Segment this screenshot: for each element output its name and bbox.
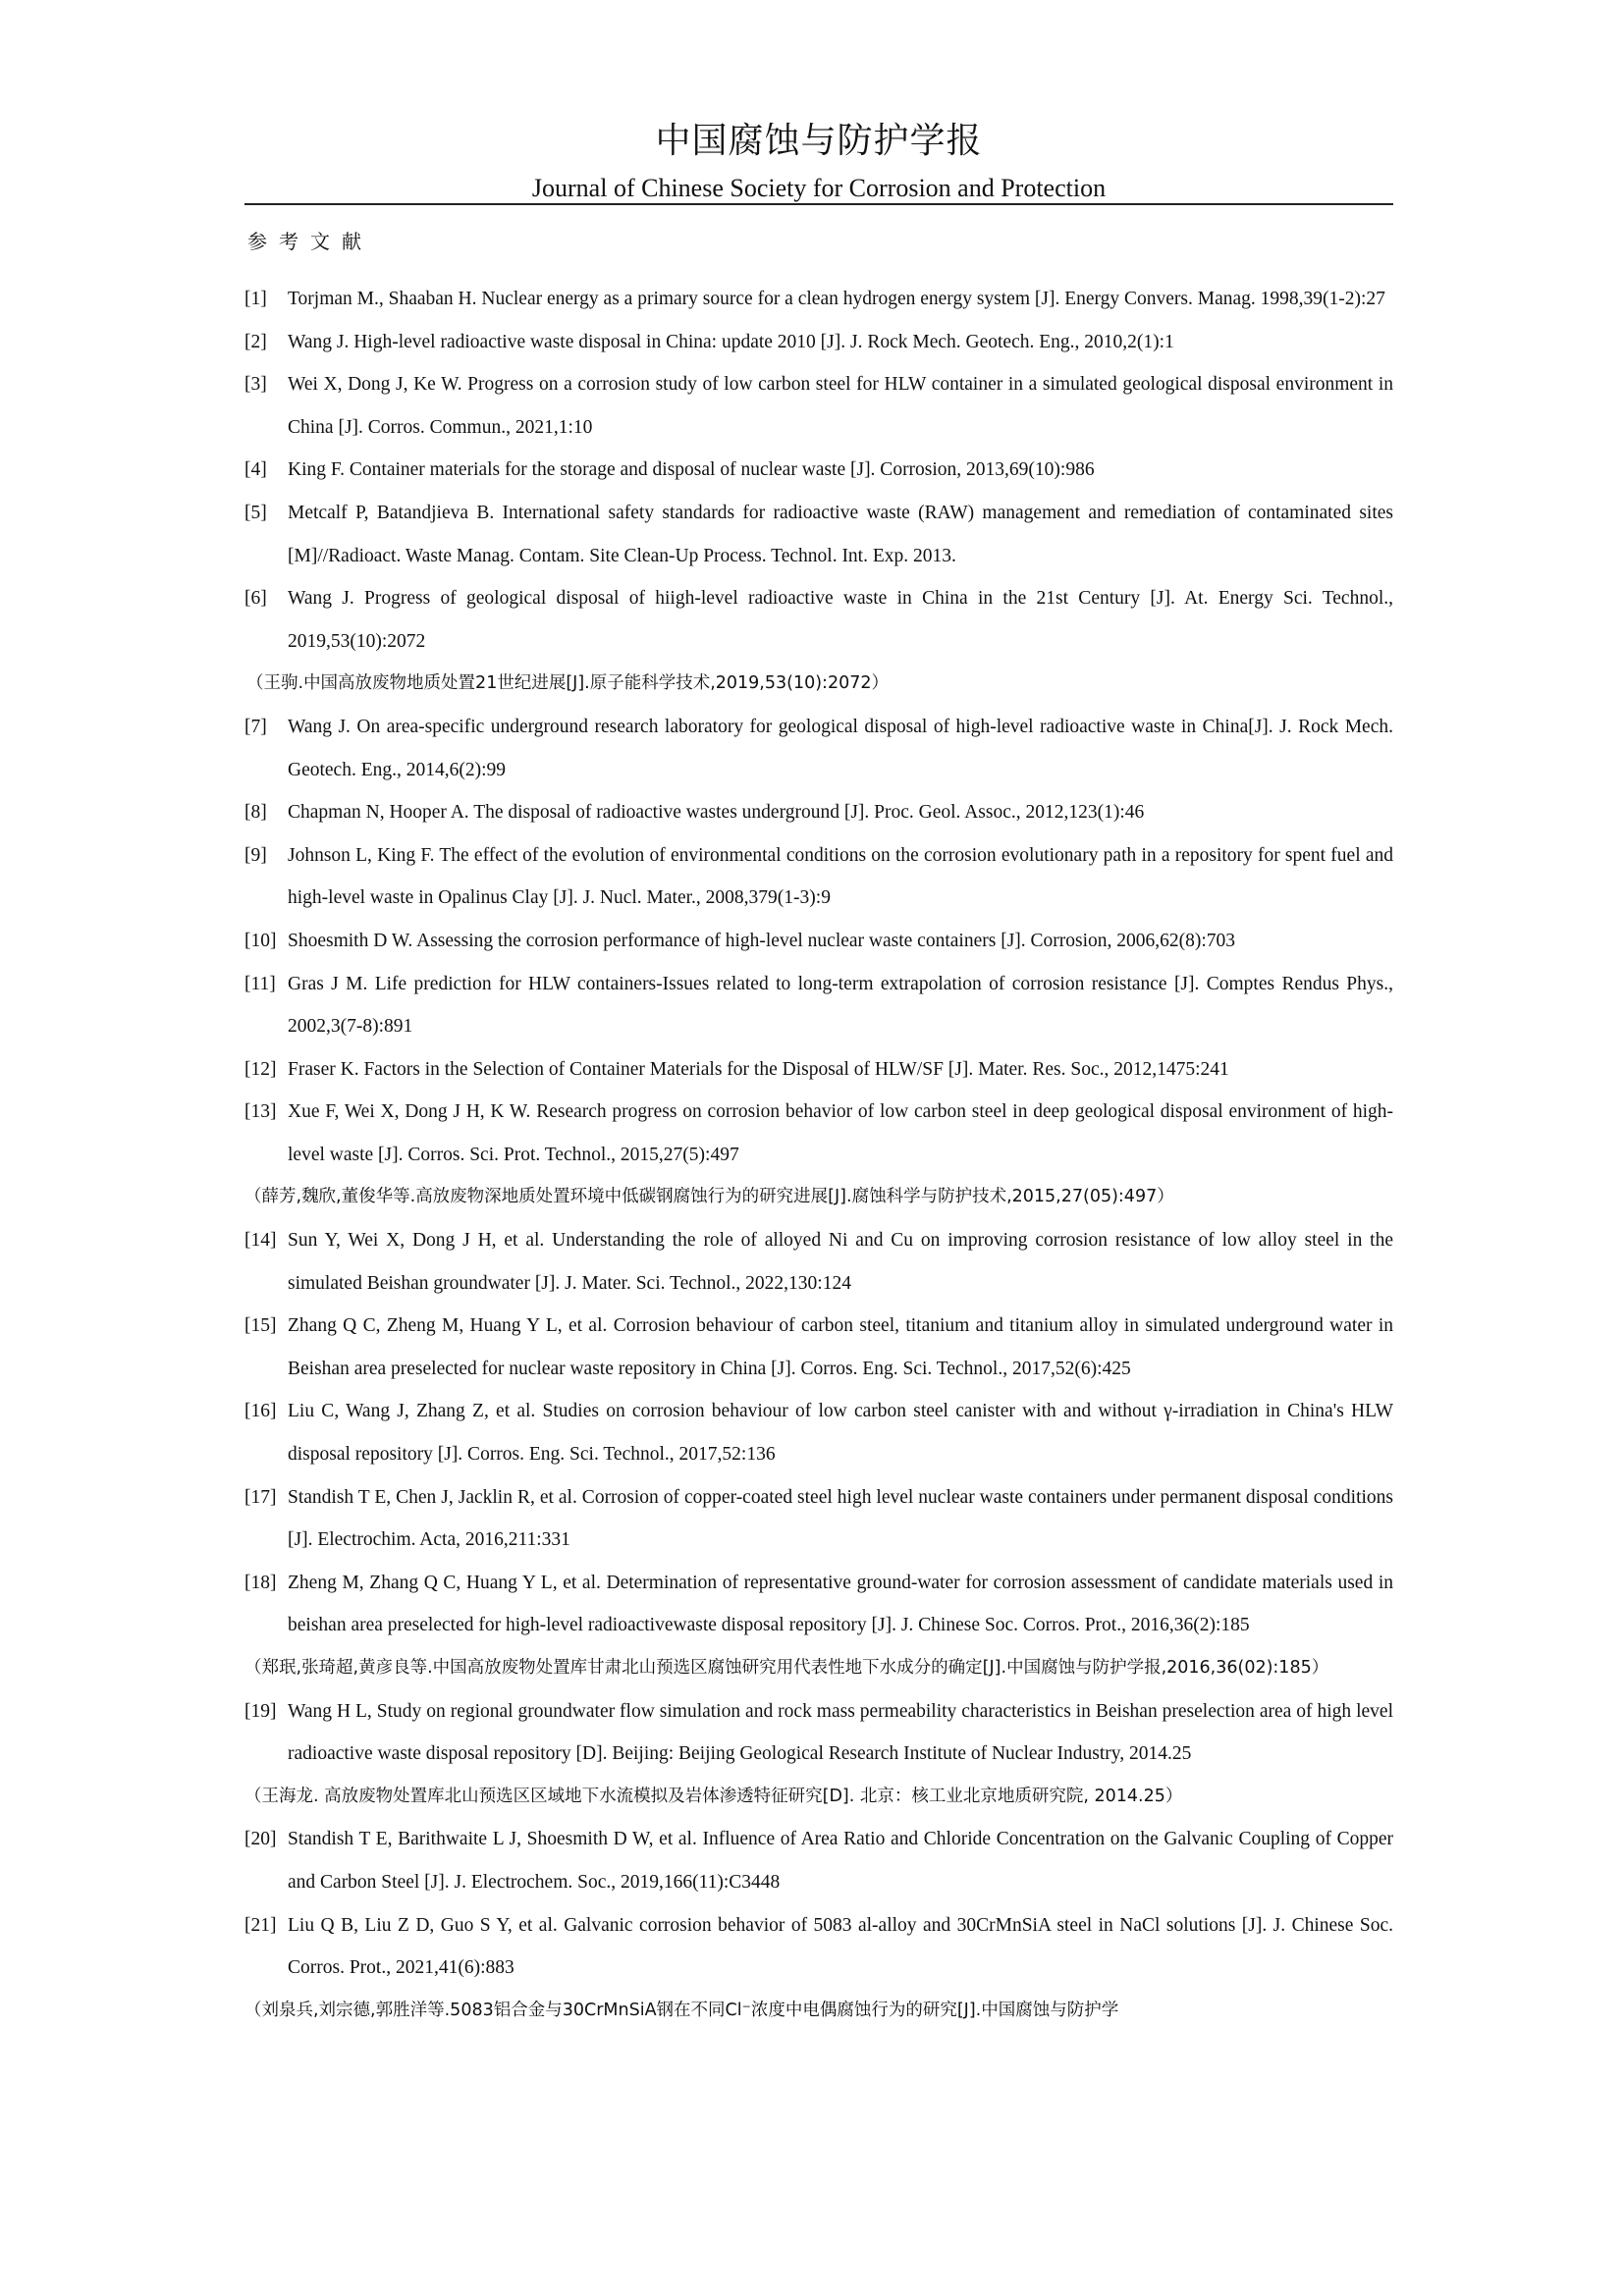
reference-chinese-translation: （郑珉,张琦超,黄彦良等.中国高放废物处置库甘肃北山预选区腐蚀研究用代表性地下水成分的确定[J].中国腐蚀与防护学报,2016,36(02):185） xyxy=(244,1658,1329,1678)
reference-number: [19] xyxy=(244,1700,277,1722)
reference-number: [15] xyxy=(244,1315,277,1337)
reference-number: [1] xyxy=(244,289,267,309)
reference-number: [2] xyxy=(244,331,267,352)
reference-item xyxy=(244,1690,1393,1819)
reference-chinese-translation: （刘泉兵,刘宗德,郭胜洋等.5083铝合金与30CrMnSiA钢在不同Cl⁻浓度中电偶腐蚀行为的研究[J].中国腐蚀与防护学 xyxy=(244,2000,1119,2020)
reference-number: [17] xyxy=(244,1486,277,1508)
header-divider xyxy=(244,203,1393,205)
reference-number: [6] xyxy=(244,588,267,610)
journal-title-cn: 中国腐蚀与防护学报 xyxy=(655,121,983,161)
reference-item xyxy=(244,1048,1393,1092)
reference-text: Wang J. Progress of geological disposal of hiigh-level radioactive waste in China in the 21st Century [J]. At. Energy Sci. Technol., 2019,53(10):2072 xyxy=(288,588,1393,652)
reference-text: Metcalf P, Batandjieva B. International safety standards for radioactive waste (RAW) management and remediation of contaminated sites [M]//Radioact. Waste Manag. Contam. Site Clean-Up Process. Technol. Int. Exp. 2013. xyxy=(288,502,1393,566)
reference-item xyxy=(244,363,1393,449)
reference-number: [11] xyxy=(244,973,276,994)
reference-item xyxy=(244,791,1393,834)
reference-text: Wang J. High-level radioactive waste disposal in China: update 2010 [J]. J. Rock Mech. Geotech. Eng., 2010,2(1):1 xyxy=(288,331,1174,352)
reference-item xyxy=(244,449,1393,492)
reference-text: Wang H L, Study on regional groundwater flow simulation and rock mass permeability characteristics in Beishan preselection area of high level radioactive waste disposal repository [D]. Beijing: Beijing Geological Research Institute of Nuclear Industry, 2014.25 xyxy=(288,1700,1393,1765)
reference-item xyxy=(244,706,1393,791)
reference-chinese-translation: （薛芳,魏欣,董俊华等.高放废物深地质处置环境中低碳钢腐蚀行为的研究进展[J].腐蚀科学与防护技术,2015,27(05):497） xyxy=(244,1187,1174,1207)
reference-chinese-translation: （王驹.中国高放废物地质处置21世纪进展[J].原子能科学技术,2019,53(10):2072） xyxy=(246,673,889,694)
reference-number: [3] xyxy=(244,374,267,396)
reference-text: Xue F, Wei X, Dong J H, K W. Research progress on corrosion behavior of low carbon steel in deep geological disposal environment of high-level waste [J]. Corros. Sci. Prot. Technol., 2015,27(5):497 xyxy=(288,1101,1393,1165)
reference-item xyxy=(244,278,1393,321)
reference-text: Standish T E, Chen J, Jacklin R, et al. Corrosion of copper-coated steel high level nuclear waste containers under permanent disposal conditions [J]. Electrochim. Acta, 2016,211:331 xyxy=(288,1486,1393,1551)
reference-text: Liu C, Wang J, Zhang Z, et al. Studies on corrosion behaviour of low carbon steel canister with and without γ-irradiation in China's HLW disposal repository [J]. Corros. Eng. Sci. Technol., 2017,52:136 xyxy=(288,1401,1393,1466)
reference-number: [18] xyxy=(244,1572,277,1593)
reference-item xyxy=(244,1818,1393,1903)
references-heading: 参考文献 xyxy=(247,230,373,253)
reference-text: Fraser K. Factors in the Selection of Container Materials for the Disposal of HLW/SF [J]. Mater. Res. Soc., 2012,1475:241 xyxy=(288,1058,1229,1080)
reference-text: Standish T E, Barithwaite L J, Shoesmith D W, et al. Influence of Area Ratio and Chloride Concentration on the Galvanic Coupling of Copper and Carbon Steel [J]. J. Electrochem. Soc., 2019,166(11):C3448 xyxy=(288,1829,1393,1893)
reference-number: [16] xyxy=(244,1401,277,1422)
reference-number: [8] xyxy=(244,802,267,824)
reference-text: Johnson L, King F. The effect of the evolution of environmental conditions on the corrosion evolutionary path in a repository for spent fuel and high-level waste in Opalinus Clay [J]. J. Nucl. Mater., 2008,379(1-3):9 xyxy=(288,844,1393,909)
reference-text: Zhang Q C, Zheng M, Huang Y L, et al. Corrosion behaviour of carbon steel, titanium and titanium alloy in simulated underground water in Beishan area preselected for nuclear waste repository in China [J]. Corros. Eng. Sci. Technol., 2017,52(6):425 xyxy=(288,1315,1393,1379)
reference-item xyxy=(244,1219,1393,1305)
reference-number: [4] xyxy=(244,459,267,481)
reference-item xyxy=(244,1476,1393,1562)
reference-text: Gras J M. Life prediction for HLW containers-Issues related to long-term extrapolation of corrosion resistance [J]. Comptes Rendus Phys., 2002,3(7-8):891 xyxy=(288,973,1393,1038)
reference-item xyxy=(244,577,1393,706)
reference-text: King F. Container materials for the storage and disposal of nuclear waste [J]. Corrosion, 2013,69(10):986 xyxy=(288,459,1095,481)
reference-item xyxy=(244,963,1393,1048)
reference-number: [14] xyxy=(244,1230,277,1252)
reference-item xyxy=(244,492,1393,577)
reference-number: [21] xyxy=(244,1914,277,1936)
reference-number: [9] xyxy=(244,844,267,866)
reference-list xyxy=(244,278,1393,2032)
reference-text: Chapman N, Hooper A. The disposal of radioactive wastes underground [J]. Proc. Geol. Assoc., 2012,123(1):46 xyxy=(288,802,1145,824)
reference-item xyxy=(244,1904,1393,2033)
reference-item xyxy=(244,1305,1393,1390)
reference-text: Sun Y, Wei X, Dong J H, et al. Understanding the role of alloyed Ni and Cu on improving corrosion resistance of low alloy steel in the simulated Beishan groundwater [J]. J. Mater. Sci. Technol., 2022,130:124 xyxy=(288,1230,1393,1294)
reference-number: [7] xyxy=(244,716,267,737)
journal-title-en: Journal of Chinese Society for Corrosion and Protection xyxy=(531,174,1107,202)
reference-item xyxy=(244,1562,1393,1690)
reference-item xyxy=(244,834,1393,920)
reference-text: Wei X, Dong J, Ke W. Progress on a corrosion study of low carbon steel for HLW container in a simulated geological disposal environment in China [J]. Corros. Commun., 2021,1:10 xyxy=(288,374,1393,438)
reference-chinese-translation: （王海龙. 高放废物处置库北山预选区区域地下水流模拟及岩体渗透特征研究[D]. 北京：核工业北京地质研究院, 2014.25） xyxy=(244,1786,1183,1806)
reference-text: Wang J. On area-specific underground research laboratory for geological disposal of high-level radioactive waste in China[J]. J. Rock Mech. Geotech. Eng., 2014,6(2):99 xyxy=(288,716,1393,780)
reference-number: [20] xyxy=(244,1829,277,1850)
reference-text: Zheng M, Zhang Q C, Huang Y L, et al. Determination of representative ground-water for corrosion assessment of candidate materials used in beishan area preselected for high-level radioactivewaste disposal repository [J]. J. Chinese Soc. Corros. Prot., 2016,36(2):185 xyxy=(288,1572,1393,1636)
reference-text: Torjman M., Shaaban H. Nuclear energy as a primary source for a clean hydrogen energy system [J]. Energy Convers. Manag. 1998,39(1-2):27 xyxy=(288,289,1385,309)
reference-number: [12] xyxy=(244,1058,277,1080)
reference-number: [10] xyxy=(244,930,277,951)
reference-number: [13] xyxy=(244,1101,277,1123)
journal-header xyxy=(244,116,1393,206)
reference-item xyxy=(244,920,1393,963)
reference-text: Liu Q B, Liu Z D, Guo S Y, et al. Galvanic corrosion behavior of 5083 al-alloy and 30CrMnSiA steel in NaCl solutions [J]. J. Chinese Soc. Corros. Prot., 2021,41(6):883 xyxy=(288,1914,1393,1979)
reference-item xyxy=(244,1390,1393,1475)
reference-item xyxy=(244,321,1393,364)
reference-text: Shoesmith D W. Assessing the corrosion performance of high-level nuclear waste containers [J]. Corrosion, 2006,62(8):703 xyxy=(288,930,1236,951)
reference-item xyxy=(244,1091,1393,1219)
reference-number: [5] xyxy=(244,502,267,523)
